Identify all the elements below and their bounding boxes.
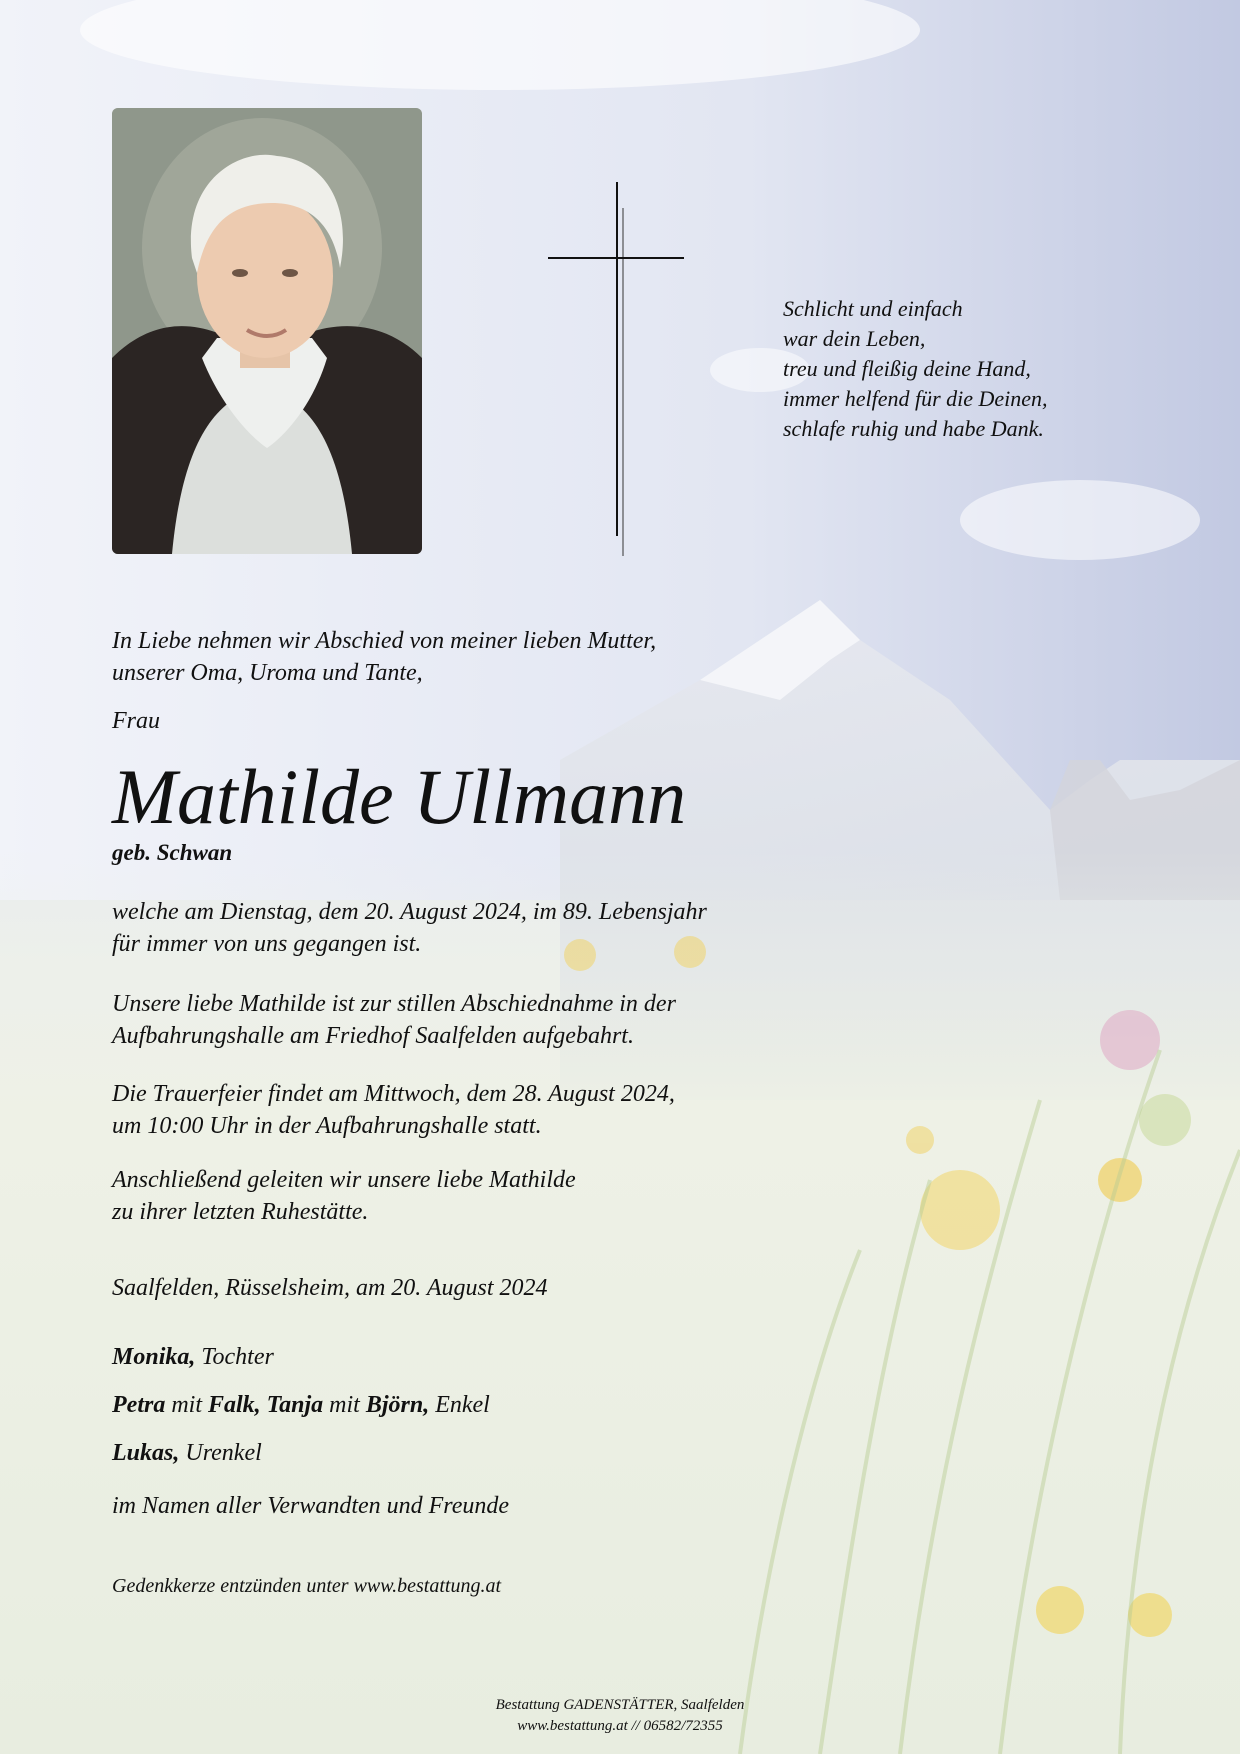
mourner-grandchildren [112,1392,490,1419]
mourner-daughter [112,1344,274,1371]
viewing-notice [112,988,872,1052]
memorial-verse [783,294,1163,444]
birth-name: geb. Schwan [112,840,233,865]
verse-line: schlafe ruhig und habe Dank. [783,416,1044,441]
salutation: Frau [112,708,160,734]
connector-word: mit [165,1392,208,1418]
death-notice [112,896,872,960]
verse-line: Schlicht und einfach [783,296,963,321]
portrait-photo [112,108,422,554]
mourner-great-grandchild [112,1440,262,1467]
mourner-name: Lukas, [112,1440,180,1466]
cross-icon [548,180,688,556]
mourner-name: Björn, [365,1392,430,1418]
candle-note: Gedenkkerze entzünden unter www.bestattung.at [112,1575,502,1597]
paragraph-line: Anschließend geleiten wir unsere liebe Mathilde [112,1167,576,1193]
ceremony-notice [112,1078,872,1142]
paragraph-line: Die Trauerfeier findet am Mittwoch, dem 28. August 2024, [112,1081,675,1107]
mourner-role: Tochter [195,1344,274,1370]
connector-word: mit [323,1392,366,1418]
mourner-name: Falk, Tanja [208,1392,324,1418]
paragraph-line: um 10:00 Uhr in der Aufbahrungshalle statt. [112,1113,542,1139]
paragraph-line: welche am Dienstag, dem 20. August 2024, im 89. Lebensjahr [112,899,707,925]
mourner-closing: im Namen aller Verwandten und Freunde [112,1493,510,1519]
portrait-illustration [112,108,422,554]
paragraph-line: für immer von uns gegangen ist. [112,931,422,957]
footer-line: Bestattung GADENSTÄTTER, Saalfelden [495,1697,745,1713]
paragraph-line: Aufbahrungshalle am Friedhof Saalfelden aufgebahrt. [112,1023,634,1049]
mourner-role: Urenkel [179,1440,262,1466]
intro-line: unserer Oma, Uroma und Tante, [112,660,423,686]
mourner-name: Monika, [112,1344,196,1370]
deceased-name: Mathilde Ullmann [112,753,687,840]
verse-line: treu und fleißig deine Hand, [783,356,1031,381]
mourner-role: Enkel [429,1392,490,1418]
burial-notice [112,1164,872,1228]
intro-line: In Liebe nehmen wir Abschied von meiner lieben Mutter, [112,628,657,654]
verse-line: immer helfend für die Deinen, [783,386,1048,411]
intro-text [112,625,656,689]
mourner-name: Petra [112,1392,166,1418]
paragraph-line: zu ihrer letzten Ruhestätte. [112,1199,369,1225]
footer-line: www.bestattung.at // 06582/72355 [517,1718,723,1734]
paragraph-line: Unsere liebe Mathilde ist zur stillen Abschiednahme in der [112,991,676,1017]
verse-line: war dein Leben, [783,326,926,351]
funeral-home-footer [420,1695,820,1737]
place-date: Saalfelden, Rüsselsheim, am 20. August 2024 [112,1275,548,1301]
